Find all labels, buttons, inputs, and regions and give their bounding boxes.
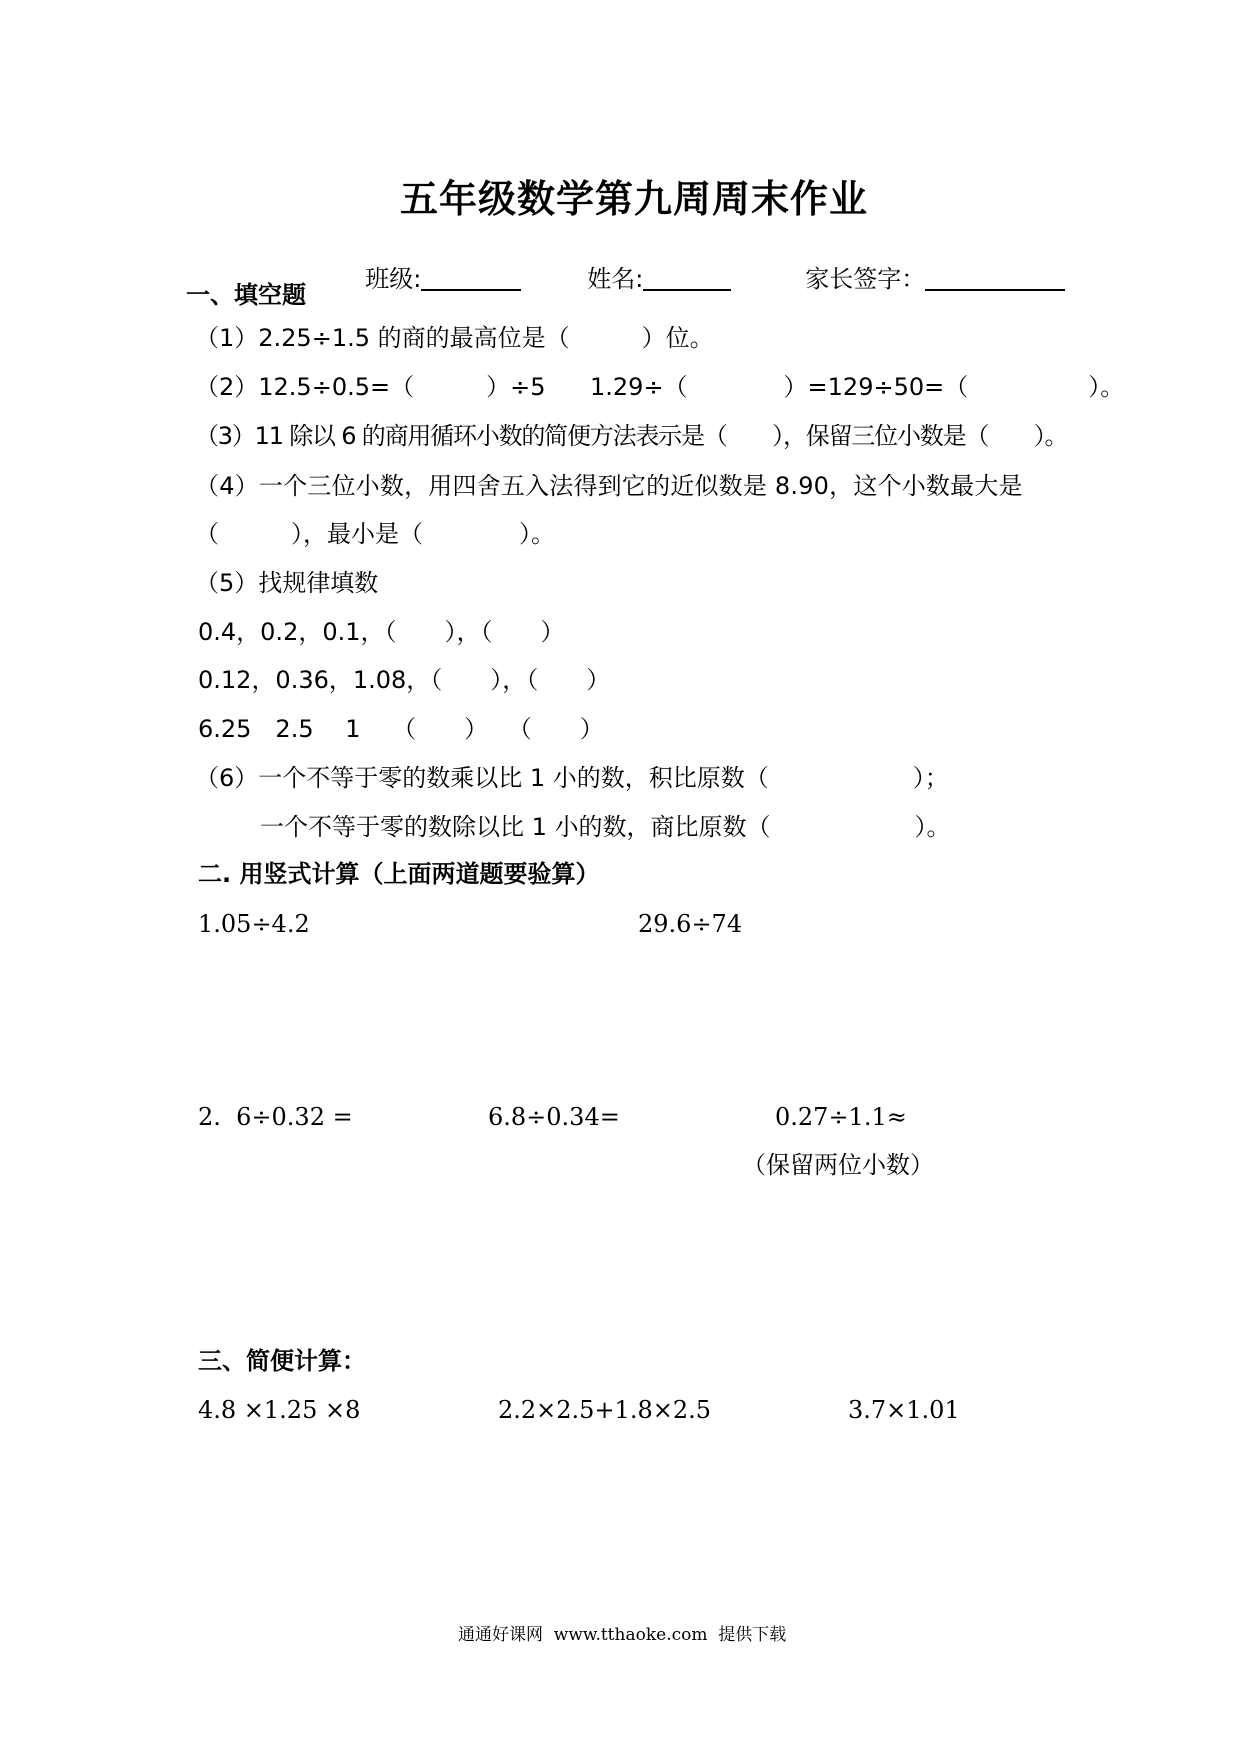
sequence-1: 0.4，0.2，0.1，（ ），（ ） bbox=[198, 618, 565, 646]
parent-sign-field[interactable] bbox=[790, 237, 1065, 291]
page-title: 五年级数学第九周周末作业 bbox=[400, 177, 869, 221]
question-6b: 一个不等于零的数除以比 1 小的数，商比原数（ ）。 bbox=[260, 813, 951, 841]
class-label: 班级: bbox=[365, 265, 422, 293]
division-problem-2: 29.6÷74 bbox=[638, 910, 743, 938]
simplify-problem-3: 3.7×1.01 bbox=[848, 1396, 960, 1424]
question-4b: （ ），最小是（ ）。 bbox=[195, 520, 555, 548]
division-problem-1: 1.05÷4.2 bbox=[198, 910, 310, 938]
class-blank[interactable] bbox=[421, 261, 521, 291]
name-label: 姓名: bbox=[587, 265, 644, 293]
class-field[interactable] bbox=[350, 237, 521, 291]
question-1: （1）2.25÷1.5 的商的最高位是（ ）位。 bbox=[195, 324, 714, 352]
question-5: （5）找规律填数 bbox=[195, 569, 379, 597]
division-problem-3: 2. 6÷0.32 = bbox=[198, 1103, 353, 1131]
section3-heading: 三、简便计算： bbox=[198, 1347, 366, 1375]
question-6a: （6）一个不等于零的数乘以比 1 小的数，积比原数（ ）； bbox=[195, 764, 949, 792]
parent-sign-blank[interactable] bbox=[925, 261, 1065, 291]
division-problem-5: 0.27÷1.1≈ bbox=[775, 1103, 907, 1131]
section1-heading: 一、填空题 bbox=[186, 281, 306, 309]
question-3: （3）11 除以 6 的商用循环小数的简便方法表示是（ ），保留三位小数是（ ）。 bbox=[195, 422, 1068, 450]
simplify-problem-1: 4.8 ×1.25 ×8 bbox=[198, 1396, 361, 1424]
footer-credit: 通通好课网 www.tthaoke.com 提供下载 bbox=[458, 1625, 787, 1645]
name-field[interactable] bbox=[572, 237, 731, 291]
sequence-2: 0.12，0.36，1.08，（ ），（ ） bbox=[198, 666, 611, 694]
question-2a: （2）12.5÷0.5=（ ）÷5 bbox=[195, 373, 546, 401]
name-blank[interactable] bbox=[643, 261, 731, 291]
simplify-problem-2: 2.2×2.5+1.8×2.5 bbox=[498, 1396, 711, 1424]
question-2b: 1.29÷（ ）=129÷50=（ ）。 bbox=[590, 373, 1125, 401]
sequence-3: 6.25 2.5 1 （ ） （ ） bbox=[198, 715, 604, 743]
rounding-note: （保留两位小数） bbox=[742, 1151, 934, 1179]
division-problem-4: 6.8÷0.34= bbox=[488, 1103, 620, 1131]
question-4a: （4）一个三位小数，用四舍五入法得到它的近似数是 8.90，这个小数最大是 bbox=[195, 472, 1023, 500]
section2-heading: 二. 用竖式计算（上面两道题要验算） bbox=[198, 860, 600, 888]
parent-sign-label: 家长签字： bbox=[805, 265, 926, 293]
